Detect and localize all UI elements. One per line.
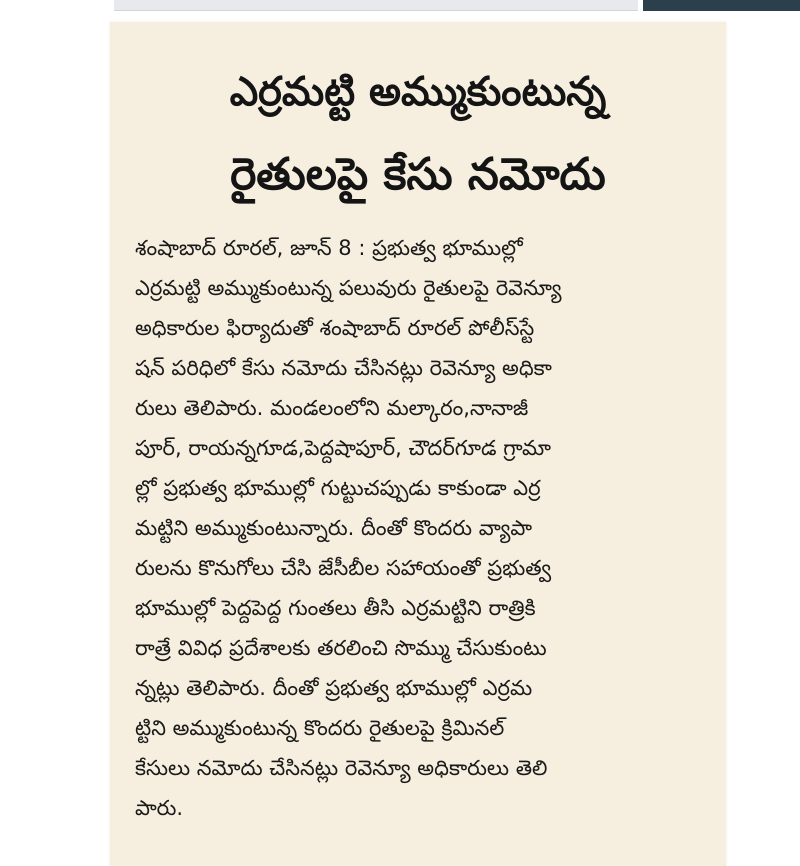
body-line: అధికారుల ఫిర్యాదుతో శంషాబాద్ రూరల్ పోలీస్‌స్టే: [135, 316, 535, 340]
body-line: పారు.: [135, 796, 184, 820]
body-line: ట్టిని అమ్ముకుంటున్న కొందరు రైతులపై క్రిమినల్: [135, 716, 505, 740]
body-line: శంషాబాద్ రూరల్, జూన్ 8 : ప్రభుత్వ భూముల్లో: [135, 236, 523, 260]
body-line: ల్లో ప్రభుత్వ భూముల్లో గుట్టుచప్పుడు కాకుండా ఎర్ర: [135, 476, 541, 500]
newspaper-clipping: [110, 22, 726, 866]
body-line: రాత్రే వివిధ ప్రదేశాలకు తరలించి సొమ్ము చేసుకుంటు: [135, 636, 547, 660]
body-line: పూర్, రాయన్నగూడ,పెద్దషాపూర్, చౌదర్‌గూడ గ్రామా: [135, 436, 551, 460]
body-line: న్నట్లు తెలిపారు. దీంతో ప్రభుత్వ భూముల్లో ఎర్రమ: [135, 676, 533, 700]
body-line: భూముల్లో పెద్దపెద్ద గుంతలు తీసి ఎర్రమట్టిని రాత్రికి: [135, 596, 536, 620]
body-line: రులు తెలిపారు. మండలంలోని మల్కారం,నానాజీ: [135, 396, 529, 420]
body-line: ఎర్రమట్టి అమ్ముకుంటున్న పలువురు రైతులపై రెవెన్యూ: [135, 276, 562, 300]
body-line: మట్టిని అమ్ముకుంటున్నారు. దీంతో కొందరు వ్యాపా: [135, 516, 533, 540]
body-line: రులను కొనుగోలు చేసి జేసీబీల సహాయంతో ప్రభుత్వ: [135, 556, 552, 580]
headline-line-2: రైతులపై కేసు నమోదు: [230, 149, 606, 200]
top-header-strip: [114, 0, 638, 11]
headline-line-1: ఎర్రమట్టి అమ్ముకుంటున్న: [229, 69, 607, 115]
body-line: షన్ పరిధిలో కేసు నమోదు చేసినట్లు రెవెన్యూ అధికా: [135, 356, 552, 380]
body-line: కేసులు నమోదు చేసినట్లు రెవెన్యూ అధికారులు తెలి: [135, 756, 548, 780]
top-dark-bar: [643, 0, 800, 11]
